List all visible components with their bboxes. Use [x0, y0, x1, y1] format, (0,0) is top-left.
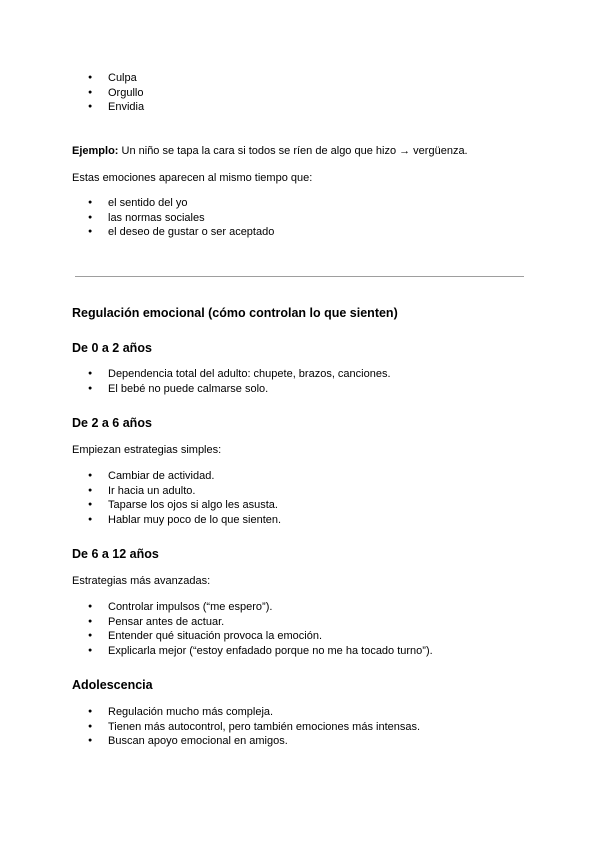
- list-item: ● Regulación mucho más compleja.: [72, 705, 420, 720]
- list-item: ● Explicarla mejor (“estoy enfadado porque no me ha tocado turno”).: [72, 644, 433, 659]
- aspects-list: [72, 196, 274, 240]
- stage-title-0-2: De 0 a 2 años: [72, 341, 152, 355]
- list-item: ● Tienen más autocontrol, pero también emociones más intensas.: [72, 720, 420, 735]
- list-item: ● Orgullo: [72, 86, 144, 101]
- intro-paragraph: Estas emociones aparecen al mismo tiempo que:: [72, 172, 313, 184]
- list-item: ● Ir hacia un adulto.: [72, 484, 281, 499]
- stage-adolescence-list: [72, 705, 420, 749]
- list-item: ● Cambiar de actividad.: [72, 469, 281, 484]
- list-item: ● Dependencia total del adulto: chupete, brazos, canciones.: [72, 367, 391, 382]
- stage-6-12-list: [72, 600, 433, 659]
- list-item: ● Culpa: [72, 71, 144, 86]
- list-item: ● Envidia: [72, 100, 144, 115]
- example-paragraph: [72, 144, 468, 158]
- section-title: Regulación emocional (cómo controlan lo que sienten): [72, 306, 398, 320]
- stage-2-6-intro: Empiezan estrategias simples:: [72, 444, 222, 456]
- list-item: ● Hablar muy poco de lo que sienten.: [72, 513, 281, 528]
- example-text: Un niño se tapa la cara si todos se ríen de algo que hizo → vergüenza.: [118, 145, 468, 157]
- list-item: ● El bebé no puede calmarse solo.: [72, 382, 391, 397]
- stage-2-6-list: [72, 469, 281, 528]
- stage-title-2-6: De 2 a 6 años: [72, 416, 152, 430]
- list-item: ● el deseo de gustar o ser aceptado: [72, 225, 274, 240]
- horizontal-divider: [75, 276, 524, 277]
- stage-6-12-intro: Estrategias más avanzadas:: [72, 575, 211, 587]
- list-item: ● el sentido del yo: [72, 196, 274, 211]
- emotions-list: [72, 71, 144, 115]
- stage-title-6-12: De 6 a 12 años: [72, 547, 159, 561]
- list-item: ● las normas sociales: [72, 211, 274, 226]
- list-item: ● Buscan apoyo emocional en amigos.: [72, 734, 420, 749]
- example-label: Ejemplo:: [72, 145, 119, 157]
- list-item: ● Entender qué situación provoca la emoción.: [72, 629, 433, 644]
- list-item: ● Pensar antes de actuar.: [72, 615, 433, 630]
- stage-0-2-list: [72, 367, 391, 396]
- stage-title-adolescence: Adolescencia: [72, 678, 153, 692]
- list-item: ● Controlar impulsos (“me espero”).: [72, 600, 433, 615]
- list-item: ● Taparse los ojos si algo les asusta.: [72, 498, 281, 513]
